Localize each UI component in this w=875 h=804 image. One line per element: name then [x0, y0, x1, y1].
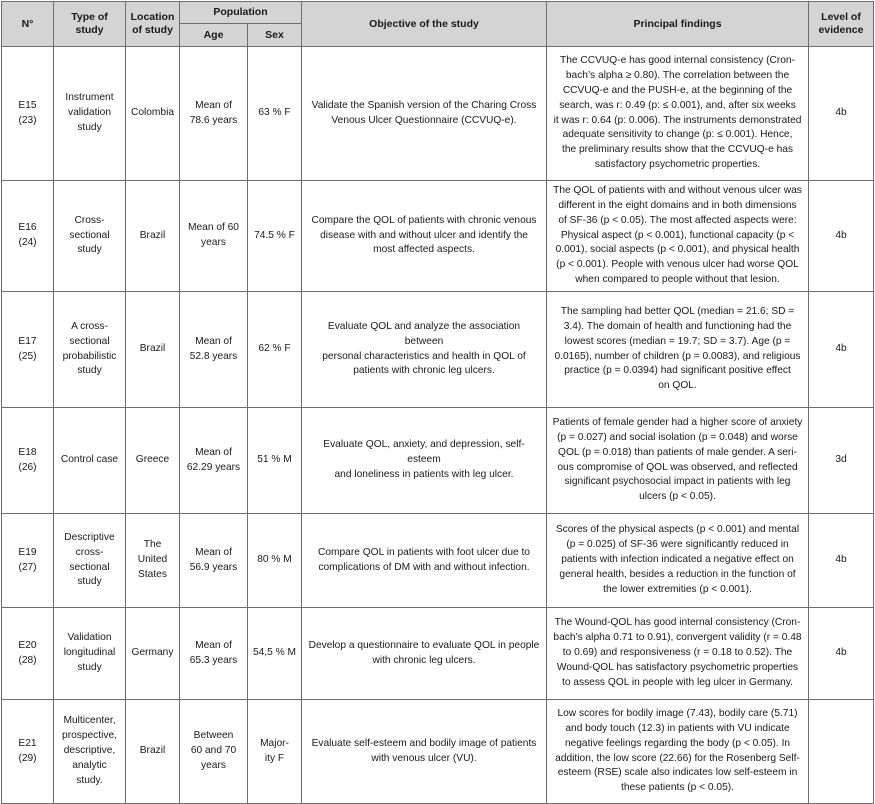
cell-age: Mean of 65.3 years: [180, 608, 248, 700]
cell-evidence: [809, 700, 874, 804]
cell-findings: Low scores for bodily image (7.43), bodily care (5.71) and body touch (12.3) in patients with VU indicate negative feelings regarding the body (p < 0.05). In addition, the low score (22.66) for the Rosenberg Self- esteem (RSE) scale also indicates low self-esteem in these patients (p < 0.05).: [547, 700, 809, 804]
cell-objective: Compare QOL in patients with foot ulcer due to complications of DM with and without infection.: [302, 514, 547, 608]
header-age: Age: [180, 24, 248, 47]
header-findings: Principal findings: [547, 2, 809, 47]
cell-findings: The sampling had better QOL (median = 21.6; SD = 3.4). The domain of health and functioning had the lowest scores (median = 19.7; SD = 3.7). Age (p = 0.0165), number of children (p = 0.0083), and religious practice (p = 0.0394) had significant positive effect on QOL.: [547, 292, 809, 408]
cell-objective: Validate the Spanish version of the Charing Cross Venous Ulcer Questionnaire (CCVUQ-e).: [302, 47, 547, 181]
header-number: N°: [2, 2, 54, 47]
cell-sex: 74.5 % F: [248, 181, 302, 292]
cell-location: Brazil: [126, 292, 180, 408]
cell-evidence: 4b: [809, 47, 874, 181]
cell-type: Cross- sectional study: [54, 181, 126, 292]
cell-evidence: 4b: [809, 608, 874, 700]
cell-sex: 62 % F: [248, 292, 302, 408]
header-evidence: Level of evidence: [809, 2, 874, 47]
cell-evidence: 3d: [809, 408, 874, 514]
table-body: [2, 47, 874, 804]
cell-evidence: 4b: [809, 181, 874, 292]
table-row: [2, 700, 874, 804]
header-population: Population: [180, 2, 302, 24]
cell-age: Mean of 52.8 years: [180, 292, 248, 408]
cell-location: Colombia: [126, 47, 180, 181]
cell-number: E16 (24): [2, 181, 54, 292]
cell-findings: The QOL of patients with and without venous ulcer was different in the eight domains and in both dimensions of SF-36 (p < 0.05). The most affected aspects were: Physical aspect (p < 0.001), functional capacity (p < 0.001), social aspects (p < 0.001), and physical health (p < 0.001). People with venous ulcer had worse QOL when compared to people without that lesion.: [547, 181, 809, 292]
cell-age: Mean of 62.29 years: [180, 408, 248, 514]
cell-findings: The Wound-QOL has good internal consistency (Cron- bach’s alpha 0.71 to 0.91), convergent validity (r = 0.48 to 0.69) and responsiveness (r = 0.18 to 0.52). The Wound-QOL has satisfactory psychometric properties to assess QOL in people with leg ulcer in Germany.: [547, 608, 809, 700]
studies-table: [1, 1, 874, 804]
table-row: [2, 408, 874, 514]
cell-evidence: 4b: [809, 514, 874, 608]
cell-location: Germany: [126, 608, 180, 700]
cell-objective: Evaluate QOL and analyze the association between personal characteristics and health in QOL of patients with chronic leg ulcers.: [302, 292, 547, 408]
table-row: [2, 181, 874, 292]
header-type: Type of study: [54, 2, 126, 47]
cell-location: Brazil: [126, 700, 180, 804]
table-row: [2, 608, 874, 700]
cell-age: Between 60 and 70 years: [180, 700, 248, 804]
table-row: [2, 514, 874, 608]
cell-evidence: 4b: [809, 292, 874, 408]
cell-sex: Major- ity F: [248, 700, 302, 804]
table-row: [2, 47, 874, 181]
cell-location: The United States: [126, 514, 180, 608]
cell-sex: 80 % M: [248, 514, 302, 608]
cell-objective: Evaluate QOL, anxiety, and depression, self-esteem and loneliness in patients with leg ulcer.: [302, 408, 547, 514]
cell-number: E15 (23): [2, 47, 54, 181]
cell-type: Validation longitudinal study: [54, 608, 126, 700]
cell-type: Multicenter, prospective, descriptive, analytic study.: [54, 700, 126, 804]
cell-number: E21 (29): [2, 700, 54, 804]
cell-age: Mean of 78.6 years: [180, 47, 248, 181]
cell-number: E17 (25): [2, 292, 54, 408]
cell-findings: The CCVUQ-e has good internal consistency (Cron- bach’s alpha ≥ 0.80). The correlation between the CCVUQ-e and the PUSH-e, at the beginning of the search, was r: 0.49 (p: ≤ 0.001), and, after six weeks it was r: 0.64 (p: 0.006). The instruments demonstrated adequate sensitivity to change (p: ≤ 0.001). Hence, the preliminary results show that the CCVUQ-e has satisfactory psychometric properties.: [547, 47, 809, 181]
cell-type: Descriptive cross- sectional study: [54, 514, 126, 608]
cell-type: A cross- sectional probabilistic study: [54, 292, 126, 408]
cell-type: Instrument validation study: [54, 47, 126, 181]
cell-number: E19 (27): [2, 514, 54, 608]
cell-objective: Develop a questionnaire to evaluate QOL in people with chronic leg ulcers.: [302, 608, 547, 700]
cell-location: Brazil: [126, 181, 180, 292]
cell-age: Mean of 56.9 years: [180, 514, 248, 608]
cell-age: Mean of 60 years: [180, 181, 248, 292]
cell-sex: 51 % M: [248, 408, 302, 514]
cell-type: Control case: [54, 408, 126, 514]
header-sex: Sex: [248, 24, 302, 47]
cell-number: E18 (26): [2, 408, 54, 514]
cell-findings: Scores of the physical aspects (p < 0.001) and mental (p = 0.025) of SF-36 were significantly reduced in patients with infection indicated a negative effect on general health, besides a reduction in the function of the lower extremities (p < 0.001).: [547, 514, 809, 608]
cell-location: Greece: [126, 408, 180, 514]
table-header: [2, 2, 874, 47]
header-objective: Objective of the study: [302, 2, 547, 47]
table-row: [2, 292, 874, 408]
header-location: Location of study: [126, 2, 180, 47]
cell-objective: Compare the QOL of patients with chronic venous disease with and without ulcer and identify the most affected aspects.: [302, 181, 547, 292]
cell-sex: 63 % F: [248, 47, 302, 181]
cell-sex: 54,5 % M: [248, 608, 302, 700]
cell-findings: Patients of female gender had a higher score of anxiety (p = 0.027) and social isolation (p = 0.048) and worse QOL (p = 0.018) than patients of male gender. A seri- ous compromise of QOL was observed, and reflected significant psychosocial impact in patients with leg ulcers (p < 0.05).: [547, 408, 809, 514]
cell-number: E20 (28): [2, 608, 54, 700]
cell-objective: Evaluate self-esteem and bodily image of patients with venous ulcer (VU).: [302, 700, 547, 804]
